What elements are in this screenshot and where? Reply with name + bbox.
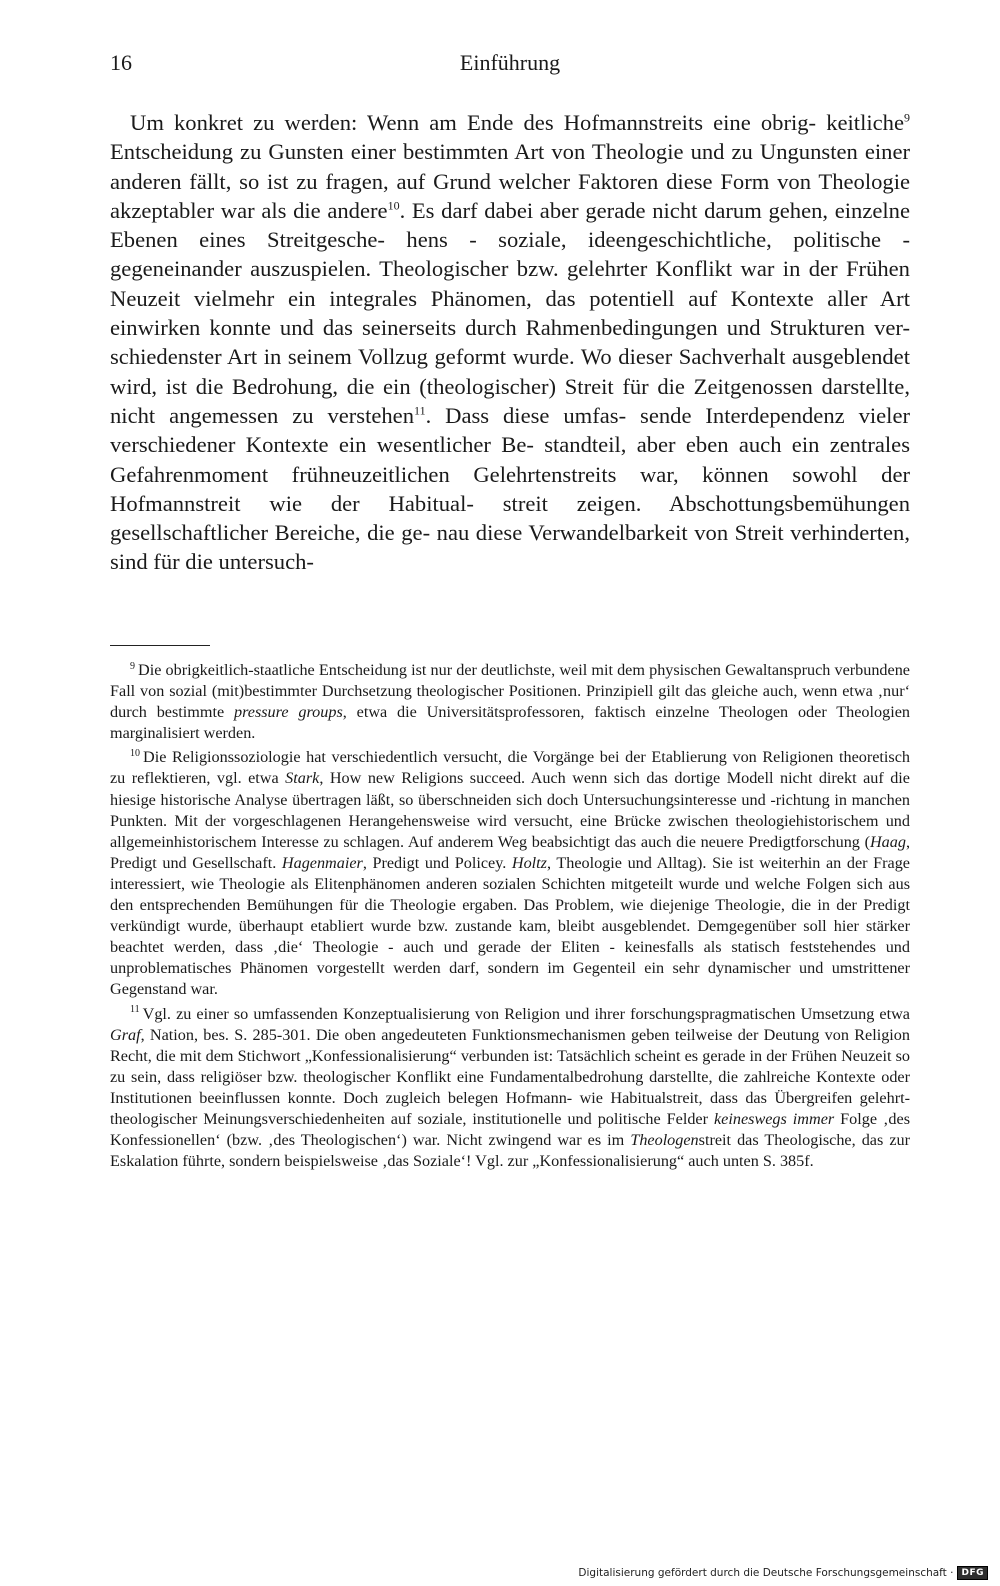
footnote-number: 10 xyxy=(130,747,140,759)
footnote-number: 9 xyxy=(130,660,135,672)
body-paragraph: Um konkret zu werden: Wenn am Ende des Hofmannstreits eine obrig- keitliche$^9$ Entscheidung zu Gunsten einer bestimmten Art von Theologie und zu Ungunsten einer anderen fällt, so ist zu fragen, auf Grund welcher Faktoren diese Form von Theologie akzeptabler war als die andere$^{10}$. Es darf dabei aber gerade nicht darum gehen, einzelne Ebenen eines Streitgesche- hens - soziale, ideengeschichtliche, politische - gegeneinander auszuspielen. Theologischer bzw. gelehrter Konflikt war in der Frühen Neuzeit vielmehr ein integrales Phänomen, das potentiell auf Kontexte aller Art einwirken konnte und das seinerseits durch Rahmenbedingungen und Strukturen ver- schiedenster Art in seinem Vollzug geformt wurde. Wo dieser Sachverhalt ausgeblendet wird, ist die Bedrohung, die ein (theologischer) Streit für die Zeitgenossen darstellte, nicht angemessen zu verstehen$^{11}$. Dass diese umfas- sende Interdependenz vieler verschiedener Kontexte ein wesentlicher Be- standteil, aber eben auch ein zentrales Gefahrenmoment frühneuzeitlichen Gelehrtenstreits war, können sowohl der Hofmannstreit wie der Habitual- streit zeigen. Abschottungsbemühungen gesellschaftlicher Bereiche, die ge- nau diese Verwandelbarkeit von Streit verhinderten, sind für die untersuch- xyxy=(110,110,911,575)
main-text xyxy=(110,108,910,577)
running-title: Einführung xyxy=(459,50,561,75)
credit-text: Digitalisierung gefördert durch die Deutsche Forschungsgemeinschaft · xyxy=(578,1567,954,1579)
footnote-11: $^{11}$ Vgl. zu einer so umfassenden Konzeptualisierung von Religion und ihrer forschungspragmatischen Umsetzung etwa Graf, Nation, bes. S. 285-301. Die oben angedeuteten Funktionsmechanismen geben teilweise der Deutung von Religion Recht, die mit dem Stichwort „Konfessionalisierung“ verbunden ist: Tatsächlich scheint es gerade in der Frühen Neuzeit so zu sein, dass religiöser bzw. theologischer Konflikt eine Fundamentalbedrohung darstellte, die zahlreiche Kontexte oder Institutionen beeinflussen konnte. Doch zugleich belegen Hofmann- wie Habitualstreit, dass das Übergreifen gelehrt-theologischer Meinungsverschiedenheiten auf soziale, institutionelle und politische Felder keineswegs immer Folge ‚des Konfessionellen‘ (bzw. ‚des Theologischen‘) war. Nicht zwingend war es im Theologenstreit das Theologische, das zur Eskalation führte, sondern beispielsweise ‚das Soziale‘! Vgl. zur „Konfessionalisierung“ auch unten S. 385f. xyxy=(110,1004,911,1171)
footnote-9: $^9$ Die obrigkeitlich-staatliche Entscheidung ist nur der deutlichste, weil mit dem physischen Gewaltanspruch verbundene Fall von sozial (mit)bestimmter Durchsetzung theologischer Positionen. Prinzipiell gilt das gleiche auch, wenn etwa ‚nur‘ durch bestimmte pressure groups, etwa die Universitätsprofessoren, faktisch einzelne Theologen oder Theologien marginalisiert werden. xyxy=(110,660,910,743)
dfg-logo-icon: DFG xyxy=(957,1566,988,1580)
footnote-ref-11[interactable]: 11 xyxy=(414,403,426,418)
page-number: 16 xyxy=(110,50,132,75)
footnote-divider xyxy=(110,645,210,646)
digitization-credit xyxy=(578,1566,988,1580)
footnote-ref-9[interactable]: 9 xyxy=(904,110,910,125)
footnote-10: $^{10}$ Die Religionssoziologie hat verschiedentlich versucht, die Vorgänge bei der Etablierung von Religionen theoretisch zu reflektieren, vgl. etwa Stark, How new Religions succeed. Auch wenn sich das dortige Modell nicht direkt auf die hiesige historische Analyse übertragen läßt, so überschneiden sich doch Untersuchungsinteresse und -richtung in manchen Punkten. Mit der vorgeschlagenen Herangehensweise wird versucht, eine Brücke zwischen theologiehistorischem und allgemeinhistorischem Interesse zu schlagen. Auf anderem Weg beabsichtigt das auch die neuere Predigtforschung (Haag, Predigt und Gesellschaft. Hagenmaier, Predigt und Policey. Holtz, Theologie und Alltag). Sie ist weiterhin an der Frage interessiert, wie Theologie als Elitenphänomen anderen sozialen Schichten mitgeteilt wurde und welche Folgen sich aus den entsprechenden Bemühungen für die Theologie ergaben. Das Problem, wie diejenige Theologie, die in der Predigt verkündigt wurde, überhaupt etabliert wurde bzw. zustande kam, bleibt ausgeblendet. Demgegenüber soll hier stärker beachtet werden, dass ‚die‘ Theologie - auch und gerade der Eliten - keinesfalls als statisch feststehendes und unproblematisches Phänomen vorgestellt werden darf, sondern im Gegenteil ein sehr dynamischer und umstrittener Gegenstand war. xyxy=(110,747,910,999)
footnotes xyxy=(110,660,910,1175)
footnote-number: 11 xyxy=(130,1004,140,1016)
footnote-ref-10[interactable]: 10 xyxy=(387,198,400,213)
page-header xyxy=(110,50,910,84)
